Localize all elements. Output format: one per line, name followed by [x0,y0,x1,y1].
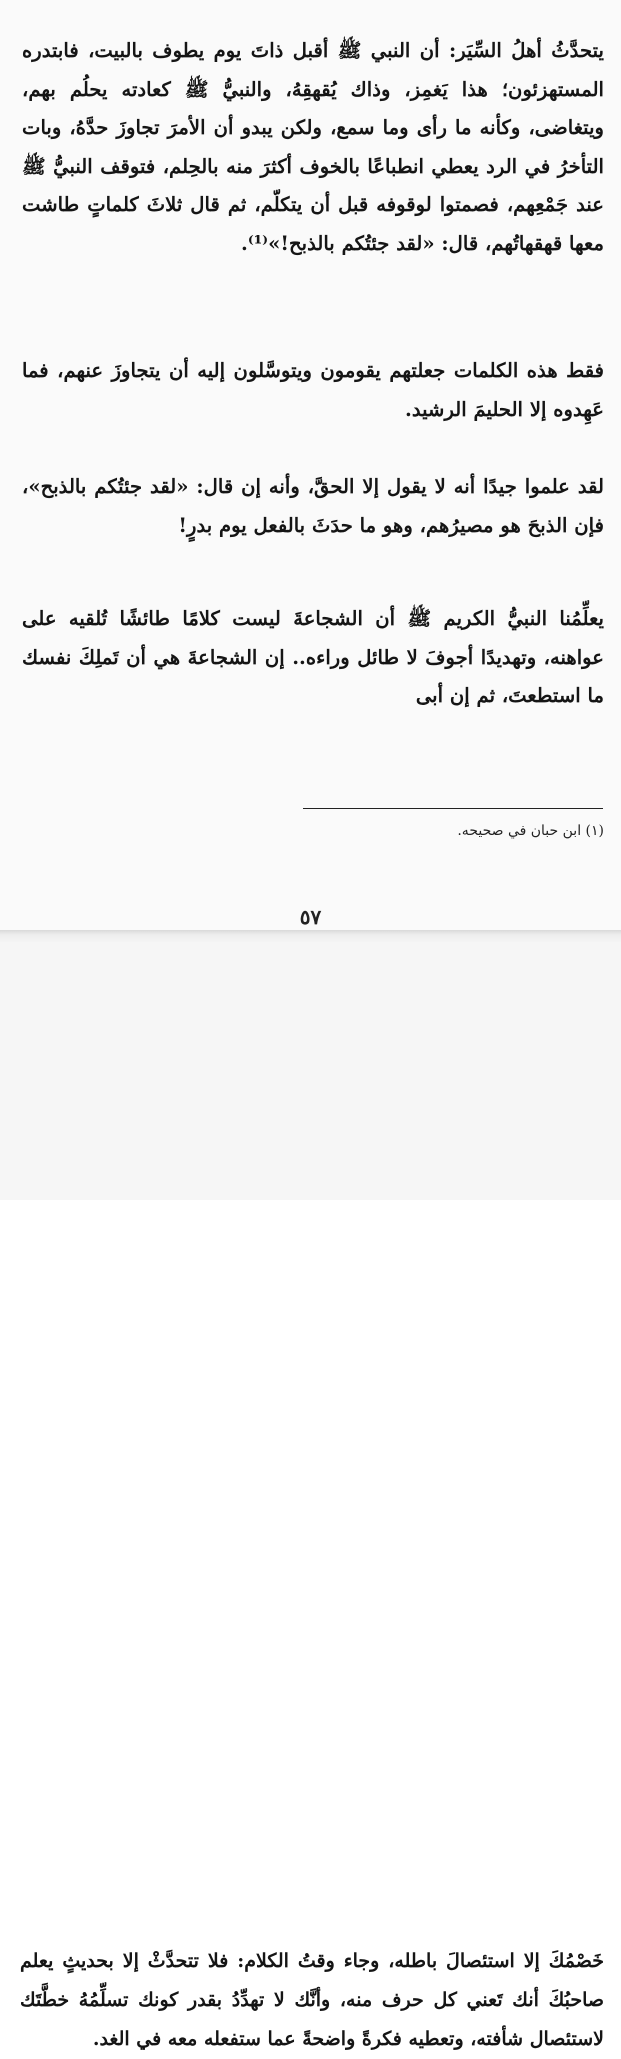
paragraph-they-pleaded: فقط هذه الكلمات جعلتهم يقومون ويتوسَّلون إليه أن يتجاوزَ عنهم، فما عَهِدوه إلا الحليمَ الرشيد. [22,359,604,421]
paragraph-they-knew-truth: لقد علموا جيدًا أنه لا يقول إلا الحقَّ، وأنه إن قال: «لقد جئتُكم بالذبح»، فإن الذبحَ هو مصيرُهم، وهو ما حدَثَ بالفعل يوم بدرٍ! [22,475,604,537]
paragraph-prophet-at-kaaba: يتحدَّثُ أهلُ السِّيَر: أن النبي ﷺ أقبل ذاتَ يوم يطوف بالبيت، فابتدره المستهزئون؛ هذا يَغمِز، وذاك يُقهقِهُ، والنبيُّ ﷺ كعادته يحلُم بهم، ويتغاضى، وكأنه ما رأى وما سمع، ولكن يبدو أن الأمرَ تجاوزَ حدَّهُ، وبات التأخرُ في الرد يعطي انطباعًا بالخوف أكثرَ منه بالحِلم، فتوقف النبيُّ ﷺ عند جَمْعِهم، فصمتوا لوقوفه قبل أن يتكلّم، ثم قال ثلاثَ كلماتٍ طاشت معها قهقهاتُهم، قال: «لقد جئتُكم بالذبح!»⁽¹⁾. [22,39,604,255]
top-book-page [0,0,621,930]
paragraph-opponent-continuation: خَصْمُكَ إلا استئصالَ باطله، وجاء وقتُ الكلام: فلا تتحدَّثْ إلا بحديثٍ يعلم صاحبُكَ أنك تَعني كل حرف منه، وأنَّك لا تهدِّدُ بقدر كونك تسلِّمُهُ خطَّتَك لاستئصال شأفته، وتعطيه فكرةً واضحةً عما ستفعله معه في الغد. [20,1950,604,2050]
page-divider [0,930,621,942]
footnote-separator [303,808,603,809]
footnote: (١) ابن حبان في صحيحه. [457,823,604,839]
page-number: ٥٧ [299,905,322,929]
bottom-book-page [0,942,621,2050]
paragraph-courage-lesson: يعلِّمُنا النبيُّ الكريم ﷺ أن الشجاعةَ ليست كلامًا طائشًا تُلقيه على عواهنه، وتهديدًا أجوفَ لا طائل وراءه.. إن الشجاعةَ هي أن تَملِكَ نفسك ما استطعتَ، ثم إن أبى [22,607,604,707]
